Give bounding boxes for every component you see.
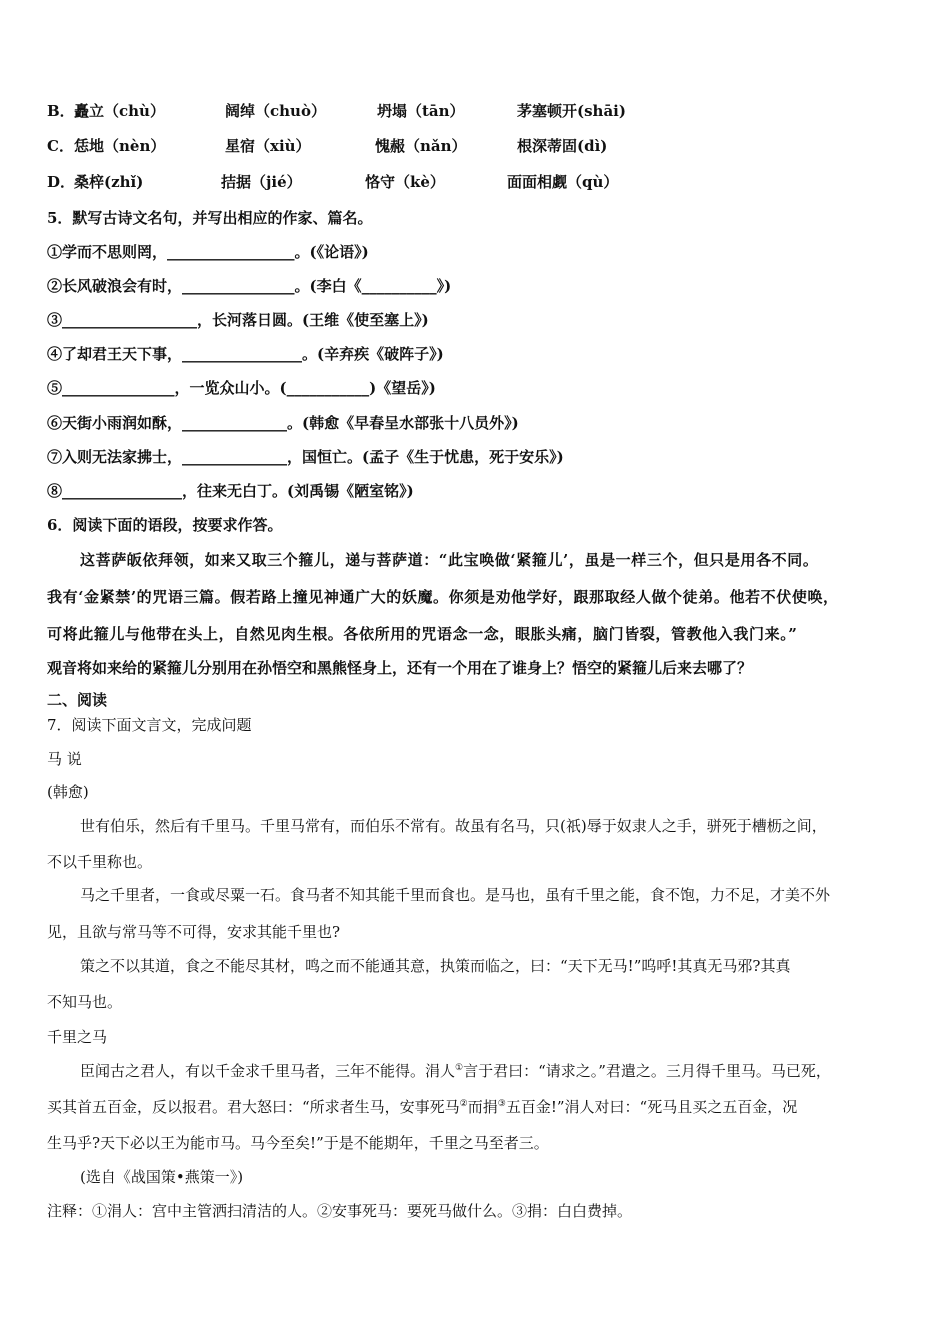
text2-line xyxy=(47,1097,797,1120)
option-item: 星宿（xiù） xyxy=(225,137,311,155)
option-item: 恁地（nèn） xyxy=(74,137,166,155)
q6-passage-line: 可将此箍儿与他带在头上，自然见肉生根。各依所用的咒语念一念，眼胀头痛，脑门皆裂，管教他入我门来。” xyxy=(47,625,798,643)
option-letter: B． xyxy=(47,102,75,120)
q5-line: ②长风破浪会有时，_______________。(李白《__________》) xyxy=(47,277,452,295)
source-citation: (选自《战国策•燕策一》) xyxy=(80,1168,244,1186)
q6-passage-line: 我有‘金紧禁’的咒语三篇。假若路上撞见神通广大的妖魔。你须是劝他学好，跟那取经人做个徒弟。他若不伏使唤， xyxy=(47,588,839,606)
notes: 注释：①涓人：宫中主管洒扫清洁的人。②安事死马：要死马做什么。③捐：白白费掉。 xyxy=(47,1202,633,1220)
q6-question: 观音将如来给的紧箍儿分别用在孙悟空和黑熊怪身上，还有一个用在了谁身上？悟空的紧箍儿后来去哪了？ xyxy=(47,659,753,677)
text2-title: 千里之马 xyxy=(47,1028,108,1046)
option-item: 桑梓(zhǐ) xyxy=(74,173,144,191)
text2-text: 臣闻古之君人，有以千金求千里马者，三年不能得。涓人 xyxy=(80,1062,456,1080)
text2-text: 买其首五百金，反以报君。君大怒曰：“所求者生马，安事死马 xyxy=(47,1098,460,1116)
q5-line: ⑧________________，往来无白丁。(刘禹锡《陋室铭》) xyxy=(47,482,414,500)
footnote-mark: ③ xyxy=(497,1099,506,1109)
option-letter: D． xyxy=(47,173,76,191)
q6-title: 6．阅读下面的语段，按要求作答。 xyxy=(47,516,283,534)
q7-title: 7．阅读下面文言文，完成问题 xyxy=(47,716,252,734)
section-title: 二、阅读 xyxy=(47,691,108,709)
text2-text: 言于君曰：“请求之。”君遣之。三月得千里马。马已死， xyxy=(463,1062,831,1080)
q5-line: ①学而不思则罔，_________________。(《论语》) xyxy=(47,243,369,261)
text2-line: 生马乎?天下必以王为能市马。马今至矣!”于是不能期年，千里之马至者三。 xyxy=(47,1134,549,1152)
option-item: 根深蒂固(dì) xyxy=(517,137,608,155)
text1-line: 见，且欲与常马等不可得，安求其能千里也? xyxy=(47,923,341,941)
q5-line: ⑥天街小雨润如酥，______________。(韩愈《早春呈水部张十八员外》) xyxy=(47,414,519,432)
q5-line: ⑦入则无法家拂士，______________，国恒亡。(孟子《生于忧患，死于安乐》) xyxy=(47,448,564,466)
option-item: 坍塌（tān） xyxy=(377,102,465,120)
q5-line: ④了却君王天下事，________________。(辛弃疾《破阵子》) xyxy=(47,345,444,363)
footnote-mark: ① xyxy=(455,1063,464,1073)
option-item: 矗立（chù） xyxy=(74,102,165,120)
option-letter: C． xyxy=(47,137,74,155)
text1-line: 不知马也。 xyxy=(47,993,123,1011)
q5-line: ③__________________，长河落日圆。(王维《使至塞上》) xyxy=(47,311,429,329)
text1-line: 策之不以其道，食之不能尽其材，鸣之而不能通其意，执策而临之，曰：“天下无马!”呜呼!其真无马邪?其真 xyxy=(80,957,791,975)
text1-line: 世有伯乐，然后有千里马。千里马常有，而伯乐不常有。故虽有名马，只(祇)辱于奴隶人之手，骈死于槽枥之间， xyxy=(80,817,827,835)
text1-title: 马 说 xyxy=(47,750,82,768)
text2-text: 而捐 xyxy=(467,1098,498,1116)
text2-text: 五百金!”涓人对曰：“死马且买之五百金，况 xyxy=(505,1098,798,1116)
option-item: 拮据（jié） xyxy=(221,173,302,191)
option-item: 面面相觑（qù） xyxy=(507,173,619,191)
q6-passage-line: 这菩萨皈依拜领，如来又取三个箍儿，递与菩萨道：“此宝唤做‘紧箍儿’，虽是一样三个，但只是用各不同。 xyxy=(80,551,819,569)
footnote-mark: ② xyxy=(459,1099,468,1109)
option-item: 愧赧（nǎn） xyxy=(375,137,467,155)
text1-line: 不以千里称也。 xyxy=(47,853,153,871)
q5-title: 5．默写古诗文名句，并写出相应的作家、篇名。 xyxy=(47,209,373,227)
text2-line xyxy=(80,1061,831,1084)
text1-author: (韩愈) xyxy=(47,783,89,801)
option-item: 阔绰（chuò） xyxy=(225,102,326,120)
text1-line: 马之千里者，一食或尽粟一石。食马者不知其能千里而食也。是马也，虽有千里之能，食不饱，力不足，才美不外 xyxy=(80,886,831,904)
option-item: 茅塞顿开(shāi) xyxy=(517,102,626,120)
option-item: 恪守（kè） xyxy=(365,173,445,191)
q5-line: ⑤_______________，一览众山小。(___________)《望岳》) xyxy=(47,379,436,397)
